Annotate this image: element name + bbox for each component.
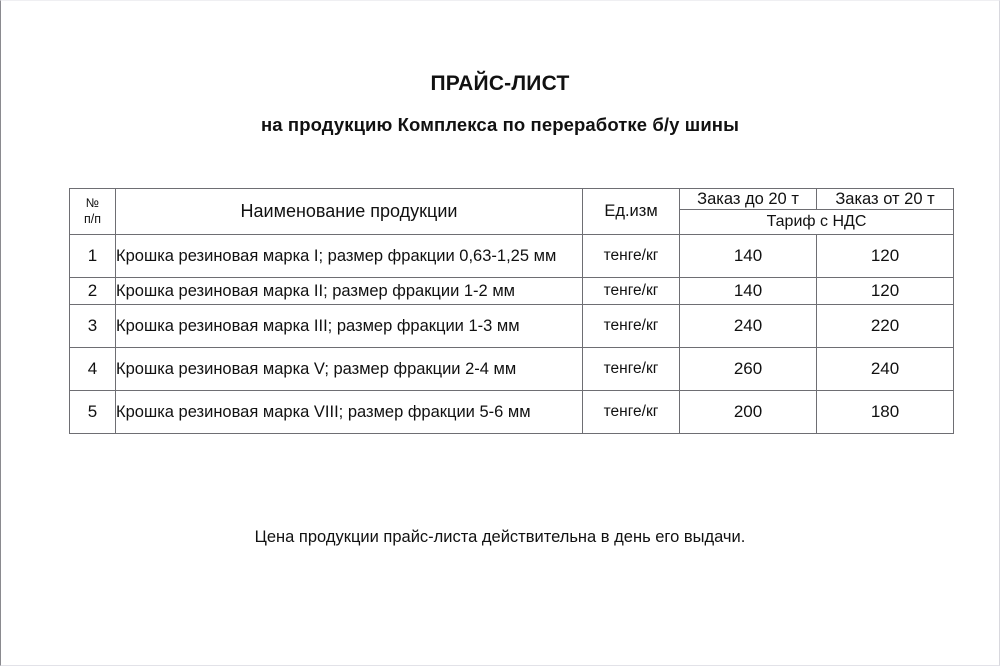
cell-price-large-order: 220: [817, 305, 954, 348]
cell-row-number: 5: [70, 391, 116, 434]
cell-product-name: Крошка резиновая марка III; размер фракции 1-3 мм: [116, 305, 583, 348]
cell-product-name: Крошка резиновая марка VIII; размер фракции 5-6 мм: [116, 391, 583, 434]
cell-product-name: Крошка резиновая марка V; размер фракции 2-4 мм: [116, 348, 583, 391]
validity-note: Цена продукции прайс-листа действительна в день его выдачи.: [254, 528, 746, 546]
cell-row-number: 3: [70, 305, 116, 348]
cell-price-small-order: 260: [680, 348, 817, 391]
price-table-header: [70, 189, 954, 235]
cell-row-number: 2: [70, 278, 116, 305]
cell-unit: тенге/кг: [583, 305, 680, 348]
column-header-price-large-order: Заказ от 20 т: [817, 189, 954, 210]
cell-price-large-order: 120: [817, 278, 954, 305]
cell-product-name: Крошка резиновая марка II; размер фракции 1-2 мм: [116, 278, 583, 305]
cell-unit: тенге/кг: [583, 391, 680, 434]
header-row-primary: [70, 189, 954, 210]
column-header-price-small-order: Заказ до 20 т: [680, 189, 817, 210]
cell-product-name: Крошка резиновая марка I; размер фракции 0,63-1,25 мм: [116, 235, 583, 278]
column-header-unit: Ед.изм: [583, 189, 680, 235]
cell-price-large-order: 240: [817, 348, 954, 391]
price-table: [69, 188, 954, 434]
column-header-product-name: Наименование продукции: [116, 189, 583, 235]
cell-price-small-order: 140: [680, 278, 817, 305]
cell-row-number: 4: [70, 348, 116, 391]
column-header-number-line1: №: [85, 196, 100, 211]
table-row: [70, 348, 954, 391]
price-table-container: [69, 188, 953, 434]
table-row: [70, 391, 954, 434]
cell-price-small-order: 200: [680, 391, 817, 434]
table-row: [70, 278, 954, 305]
cell-price-small-order: 240: [680, 305, 817, 348]
cell-unit: тенге/кг: [583, 235, 680, 278]
column-header-number-line2: п/п: [83, 211, 101, 226]
table-row: [70, 305, 954, 348]
cell-price-small-order: 140: [680, 235, 817, 278]
table-row: [70, 235, 954, 278]
page-subtitle: на продукцию Комплекса по переработке б/у шины: [261, 114, 739, 135]
page-title: ПРАЙС-ЛИСТ: [430, 72, 570, 95]
cell-unit: тенге/кг: [583, 348, 680, 391]
cell-price-large-order: 180: [817, 391, 954, 434]
cell-unit: тенге/кг: [583, 278, 680, 305]
price-table-body: [70, 235, 954, 434]
cell-row-number: 1: [70, 235, 116, 278]
cell-price-large-order: 120: [817, 235, 954, 278]
column-header-number: [70, 189, 116, 235]
column-header-tariff-with-vat: Тариф с НДС: [680, 210, 954, 235]
price-list-document: [1, 1, 999, 665]
